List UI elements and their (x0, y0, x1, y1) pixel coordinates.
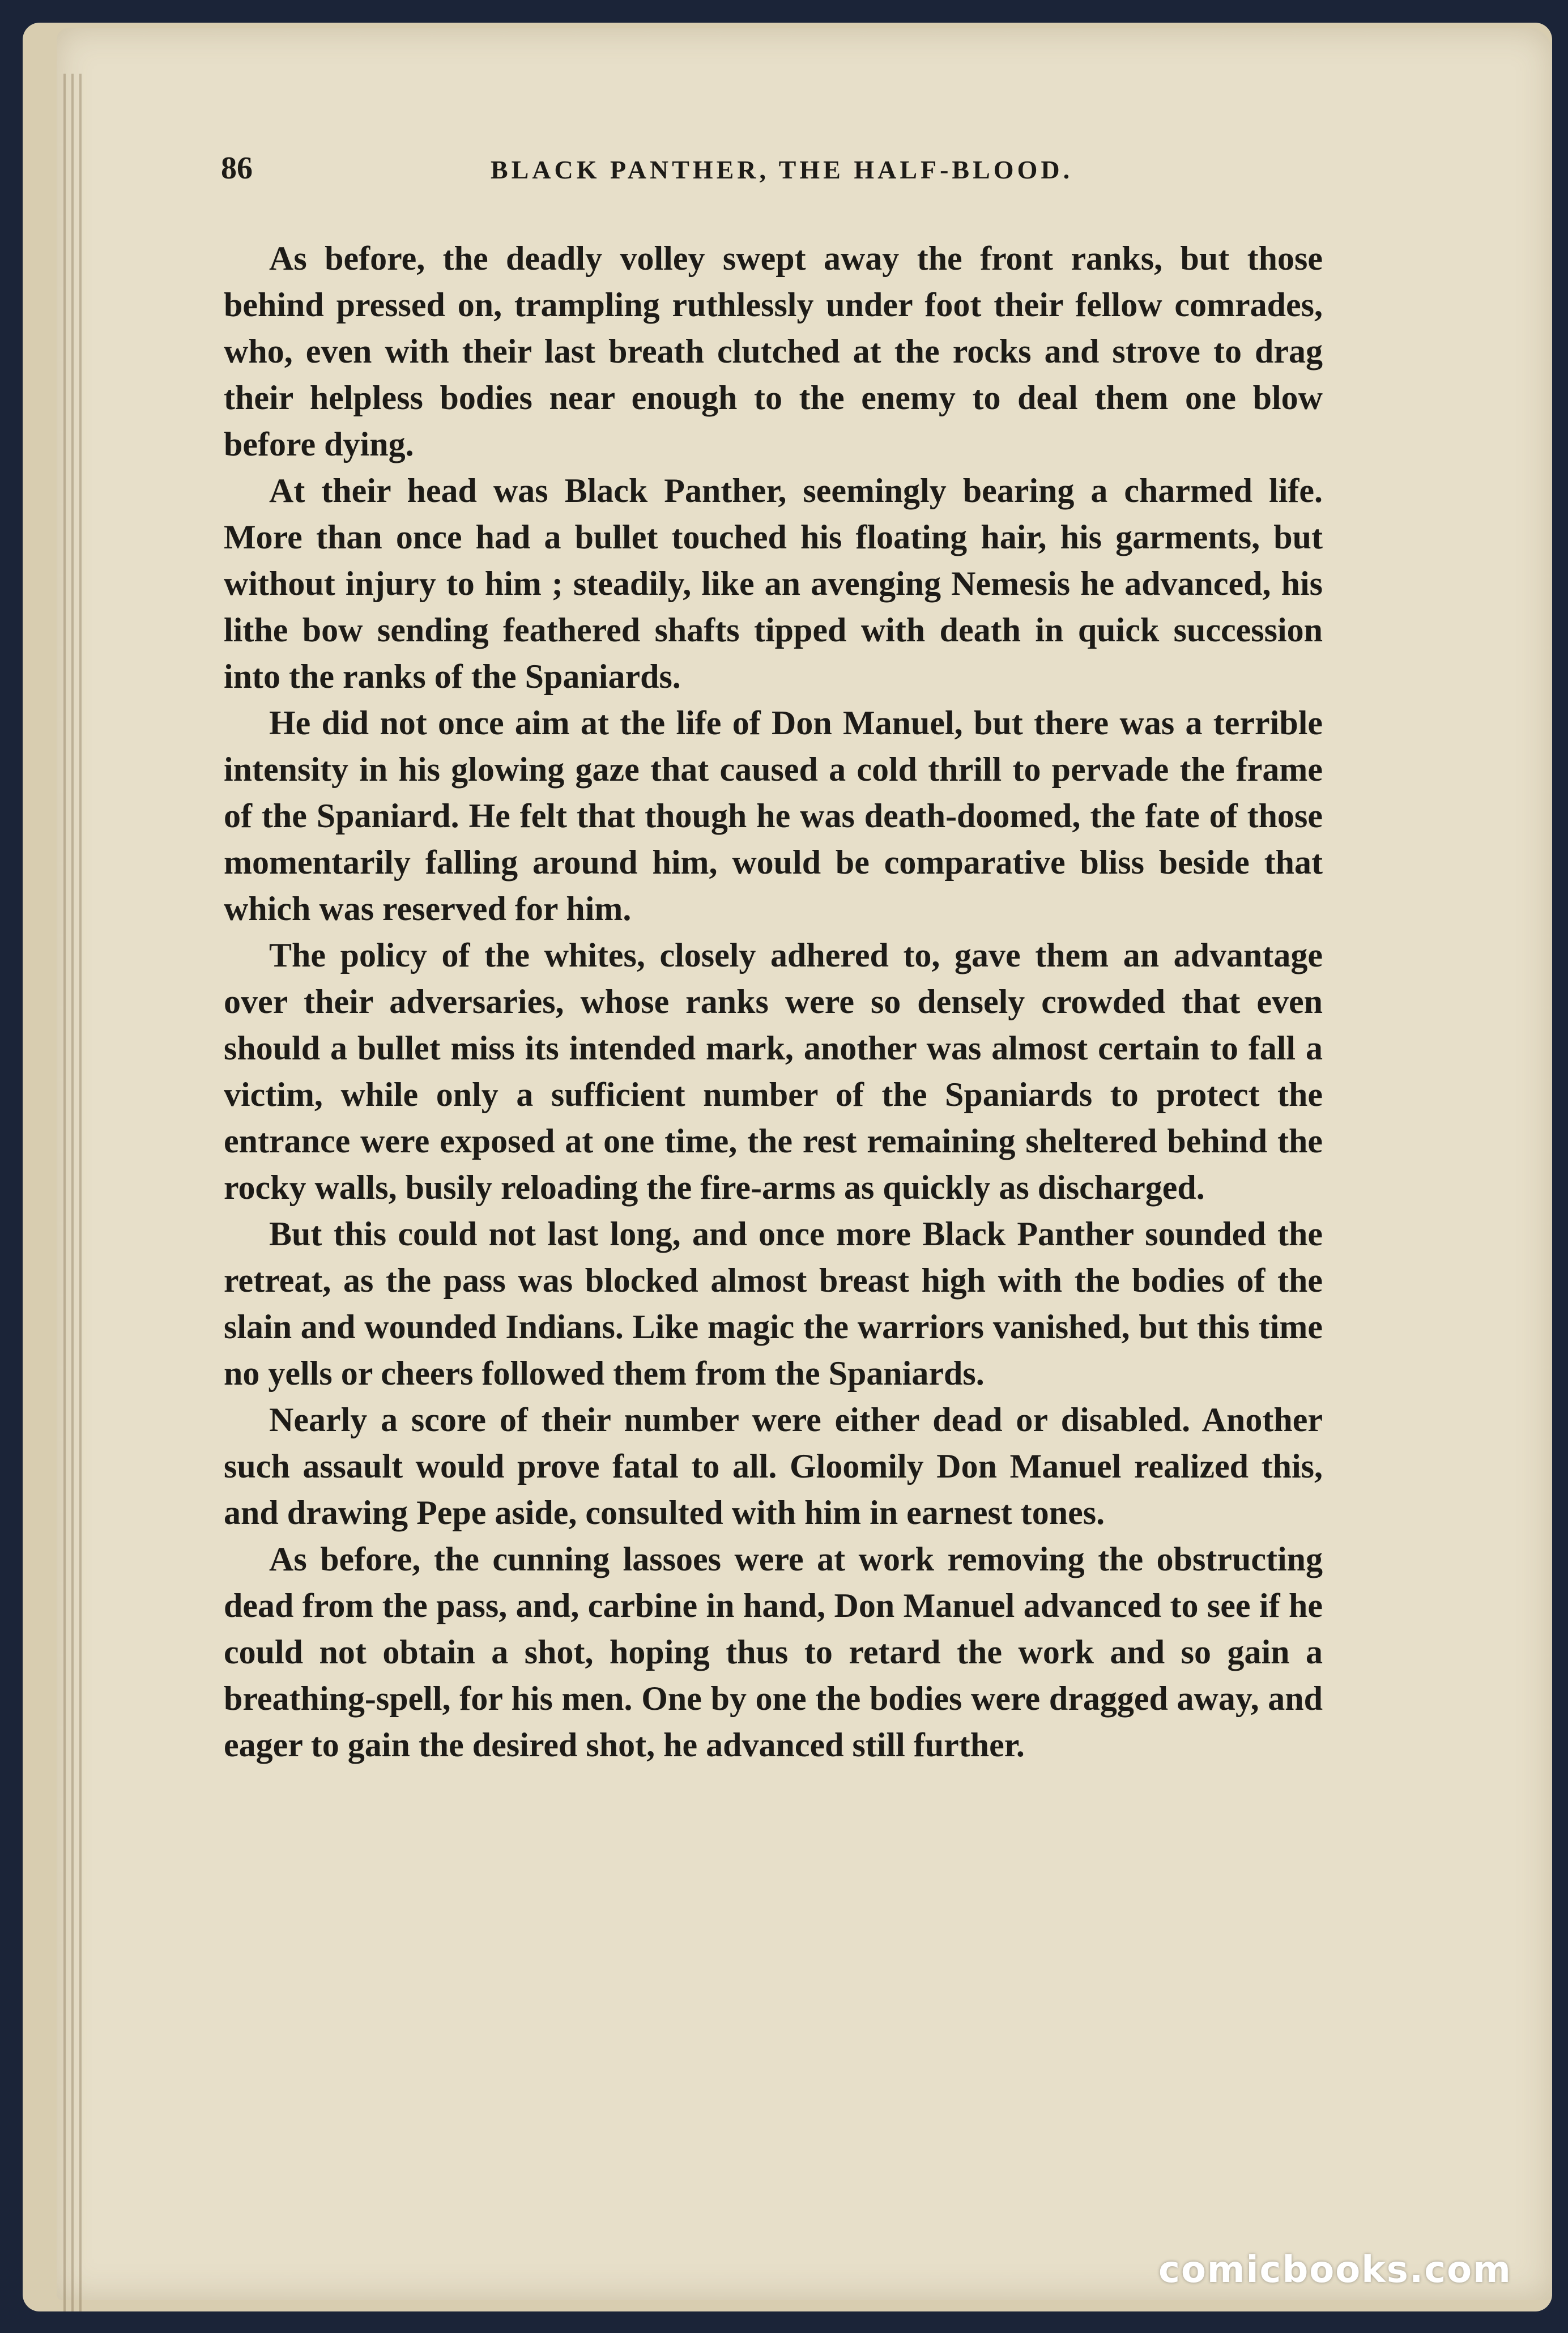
watermark: comicbooks.com (1158, 2249, 1512, 2291)
paragraph: He did not once aim at the life of Don Manuel, but there was a terrible intensity in his glowing gaze that caused a cold thrill to pervade the frame of the Spaniard. He felt that though he was death-doomed, the fate of those momentarily falling around him, would be comparative bliss beside that which was reserved for him. (224, 704, 1323, 927)
page-edge (63, 74, 66, 2311)
running-head (221, 150, 1343, 195)
body-text (224, 235, 1323, 1768)
paragraph: At their head was Black Panther, seemingly bearing a charmed life. More than once had a bullet touched his floating hair, his garments, but without injury to him ; steadily, like an avenging Nemesis he advanced, his lithe bow sending feathered shafts tipped with death in quick succession into the ranks of the Spaniards. (224, 472, 1323, 695)
paragraph: But this could not last long, and once more Black Panther sounded the retreat, as the pass was blocked almost breast high with the bodies of the slain and wounded Indians. Like magic the warriors vanished, but this time no yells or cheers followed them from the Spaniards. (224, 1215, 1323, 1392)
paragraph: As before, the deadly volley swept away the front ranks, but those behind pressed on, trampling ruthlessly under foot their fellow comrades, who, even with their last breath clutched at the rocks and strove to drag their helpless bodies near enough to the enemy to deal them one blow before dying. (224, 240, 1323, 463)
page-edge (71, 74, 74, 2311)
page-edge (79, 74, 82, 2311)
page-number: 86 (221, 151, 253, 186)
running-title: BLACK PANTHER, THE HALF-BLOOD. (490, 155, 1073, 184)
paragraph: As before, the cunning lassoes were at work removing the obstructing dead from the pass, and, carbine in hand, Don Manuel advanced to see if he could not obtain a shot, hoping thus to retard the work and so gain a breathing-spell, for his men. One by one the bodies were dragged away, and eager to gain the desired shot, he advanced still further. (224, 1540, 1323, 1764)
paragraph: Nearly a score of their number were either dead or disabled. Another such assault would prove fatal to all. Gloomily Don Manuel realized this, and drawing Pepe aside, consulted with him in earnest tones. (224, 1401, 1323, 1531)
paragraph: The policy of the whites, closely adhered to, gave them an advantage over their adversaries, whose ranks were so densely crowded that even should a bullet miss its intended mark, another was almost certain to fall a victim, while only a sufficient number of the Spaniards to protect the entrance were exposed at one time, the rest remaining sheltered behind the rocky walls, busily reloading the fire-arms as quickly as discharged. (224, 936, 1323, 1206)
